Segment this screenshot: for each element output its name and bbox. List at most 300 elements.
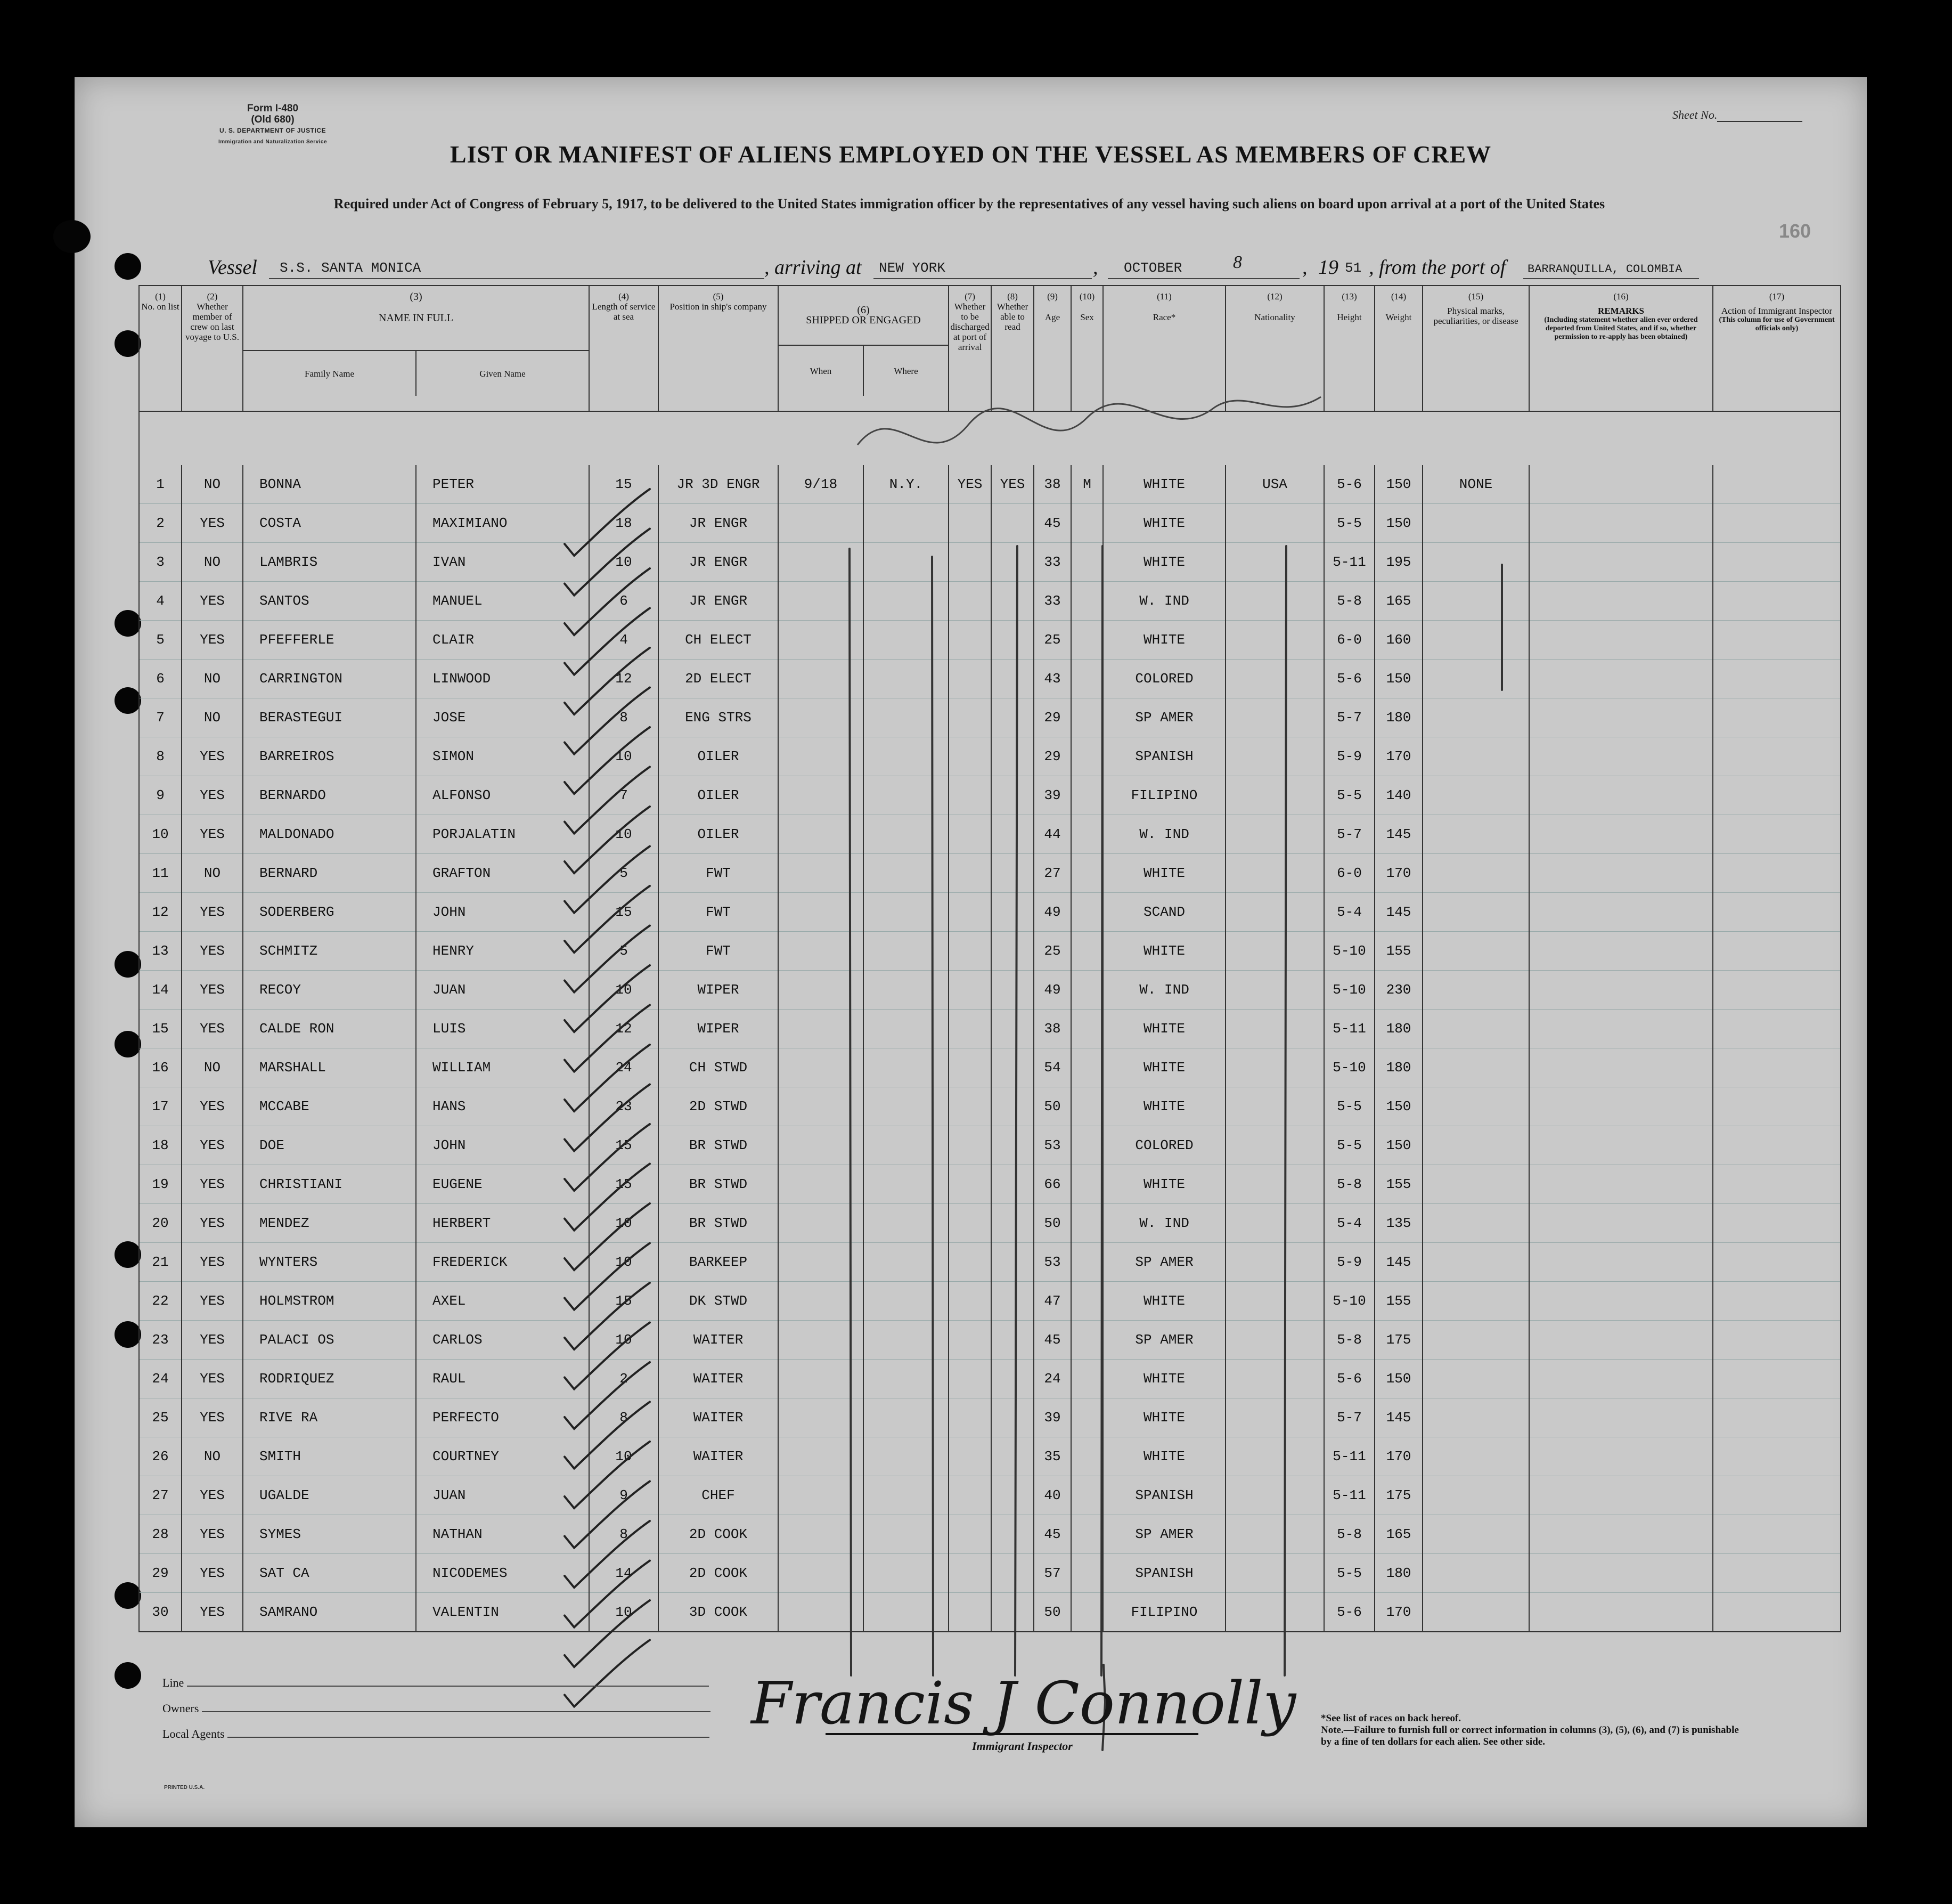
cell-last-voyage: YES [182,1476,243,1515]
cell-age: 53 [1034,1243,1071,1282]
check-mark [565,1283,650,1349]
cell-age: 43 [1034,660,1071,698]
department-name: U. S. DEPARTMENT OF JUSTICE [219,127,326,134]
cell-weight: 230 [1375,971,1423,1010]
cell-last-voyage: YES [182,1087,243,1126]
check-mark [565,1085,650,1151]
cell-position: JR 3D ENGR [658,465,778,504]
cell-race: W. IND [1103,1204,1226,1243]
cell-race: SCAND [1103,893,1226,932]
owners-label: Owners [162,1702,199,1715]
cell-last-voyage: YES [182,621,243,660]
cell-race: WHITE [1103,1048,1226,1087]
cell-last-voyage: NO [182,698,243,737]
cell-height: 5-8 [1324,582,1375,621]
cell-given-name: RAUL [416,1360,589,1398]
cell-service-years: 15 [589,1126,658,1165]
cell-given-name: JOHN [416,893,589,932]
cell-last-voyage: YES [182,582,243,621]
check-mark [565,1124,650,1191]
cell-family-name: PFEFFERLE [243,621,416,660]
check-mark [565,727,650,794]
cell-height: 5-9 [1324,1243,1375,1282]
cell-family-name: CHRISTIANI [243,1165,416,1204]
cell-race: SPANISH [1103,737,1226,776]
cell-row-number: 8 [139,737,182,776]
cell-position: 3D COOK [658,1593,778,1632]
cell-last-voyage: YES [182,893,243,932]
check-mark [565,926,650,992]
vessel-name: S.S. SANTA MONICA [280,260,421,276]
cell-row-number: 15 [139,1010,182,1048]
cell-height: 5-5 [1324,1087,1375,1126]
cell-height: 5-5 [1324,1126,1375,1165]
cell-family-name: BERNARDO [243,776,416,815]
cell-given-name: CLAIR [416,621,589,660]
cell-family-name: HOLMSTROM [243,1282,416,1321]
cell-age: 45 [1034,1321,1071,1360]
form-number: Form I-480 [247,103,299,114]
cell-weight: 150 [1375,1126,1423,1165]
cell-service-years: 18 [589,504,658,543]
cell-able-to-read: YES [991,465,1034,504]
check-mark [565,1521,650,1588]
check-mark [565,1402,650,1469]
cell-family-name: WYNTERS [243,1243,416,1282]
cell-given-name: IVAN [416,543,589,582]
cell-row-number: 10 [139,815,182,854]
cell-position: JR ENGR [658,543,778,582]
cell-last-voyage: YES [182,1321,243,1360]
sheet-label: Sheet No. [1672,108,1718,121]
arrival-day: 8 [1233,253,1242,272]
cell-service-years: 10 [589,1243,658,1282]
cell-family-name: MCCABE [243,1087,416,1126]
cell-weight: 155 [1375,1282,1423,1321]
cell-family-name: CALDE RON [243,1010,416,1048]
cell-service-years: 4 [589,621,658,660]
cell-row-number: 23 [139,1321,182,1360]
cell-race: WHITE [1103,854,1226,893]
cell-service-years: 10 [589,1437,658,1476]
cell-row-number: 17 [139,1087,182,1126]
cell-row-number: 22 [139,1282,182,1321]
cell-age: 50 [1034,1593,1071,1632]
cell-age: 38 [1034,1010,1071,1048]
cell-position: BR STWD [658,1126,778,1165]
cell-race: WHITE [1103,1165,1226,1204]
cell-shipped-where: N.Y. [863,465,949,504]
cell-row-number: 18 [139,1126,182,1165]
cell-age: 24 [1034,1360,1071,1398]
cell-race: WHITE [1103,621,1226,660]
cell-row-number: 5 [139,621,182,660]
cell-discharged: YES [949,465,991,504]
cell-service-years: 10 [589,1321,658,1360]
vessel-label: Vessel [208,256,257,279]
cell-last-voyage: YES [182,1360,243,1398]
page-title: LIST OR MANIFEST OF ALIENS EMPLOYED ON THE VESSEL AS MEMBERS OF CREW [450,141,1492,168]
cell-last-voyage: YES [182,1243,243,1282]
cell-weight: 165 [1375,582,1423,621]
col-header-last-voyage: (2) Whether member of crew on last voyage to U.S. [182,286,243,411]
cell-service-years: 10 [589,1593,658,1632]
col-header-sex: (10) Sex [1071,286,1103,411]
cell-weight: 150 [1375,504,1423,543]
cell-weight: 155 [1375,1165,1423,1204]
cell-family-name: SANTOS [243,582,416,621]
cell-age: 45 [1034,504,1071,543]
cell-height: 5-8 [1324,1321,1375,1360]
col-header-remarks: (16) REMARKS (Including statement whether alien ever ordered deported from United States, and if so, whether permission to re-apply has been obtained) [1529,286,1713,411]
cell-service-years: 9 [589,1476,658,1515]
cell-row-number: 9 [139,776,182,815]
cell-position: FWT [658,854,778,893]
cell-row-number: 26 [139,1437,182,1476]
cell-weight: 150 [1375,660,1423,698]
cell-weight: 180 [1375,1010,1423,1048]
cell-row-number: 13 [139,932,182,971]
cell-race: WHITE [1103,465,1226,504]
cell-weight: 150 [1375,1360,1423,1398]
cell-service-years: 5 [589,854,658,893]
cell-row-number: 28 [139,1515,182,1554]
cell-given-name: HENRY [416,932,589,971]
cell-service-years: 14 [589,1554,658,1593]
cell-row-number: 21 [139,1243,182,1282]
cell-last-voyage: YES [182,1554,243,1593]
cell-last-voyage: YES [182,815,243,854]
cell-weight: 165 [1375,1515,1423,1554]
cell-row-number: 16 [139,1048,182,1087]
cell-family-name: MALDONADO [243,815,416,854]
cell-last-voyage: NO [182,1437,243,1476]
cell-row-number: 20 [139,1204,182,1243]
footnote-penalty: Note.—Failure to furnish full or correct information in columns (3), (5), (6), and (7) is punishable by a fine of ten dollars for each alien. See other side. [1321,1724,1739,1747]
cell-age: 45 [1034,1515,1071,1554]
cell-nationality: USA [1226,465,1324,504]
cell-given-name: HANS [416,1087,589,1126]
cell-height: 6-0 [1324,621,1375,660]
cell-last-voyage: NO [182,543,243,582]
cell-height: 5-6 [1324,465,1375,504]
cell-row-number: 3 [139,543,182,582]
cell-race: WHITE [1103,1282,1226,1321]
cell-height: 5-4 [1324,1204,1375,1243]
cell-last-voyage: NO [182,854,243,893]
cell-race: W. IND [1103,971,1226,1010]
cell-height: 5-11 [1324,1010,1375,1048]
cell-race: WHITE [1103,1360,1226,1398]
cell-family-name: SODERBERG [243,893,416,932]
col-header-given-name: Given Name [479,368,526,379]
cell-given-name: JUAN [416,1476,589,1515]
service-name: Immigration and Naturalization Service [218,139,328,145]
cell-row-number: 30 [139,1593,182,1632]
cell-height: 5-5 [1324,776,1375,815]
cell-service-years: 6 [589,582,658,621]
cell-weight: 135 [1375,1204,1423,1243]
cell-family-name: SCHMITZ [243,932,416,971]
cell-service-years: 8 [589,1398,658,1437]
cell-given-name: LUIS [416,1010,589,1048]
cell-weight: 170 [1375,854,1423,893]
cell-position: 2D ELECT [658,660,778,698]
cell-weight: 175 [1375,1321,1423,1360]
cell-given-name: MANUEL [416,582,589,621]
check-mark [565,1164,650,1231]
page-subtitle: Required under Act of Congress of February 5, 1917, to be delivered to the United States immigration officer by the representatives of any vessel having such aliens on board upon arrival at a port of the United States [333,196,1605,211]
cell-last-voyage: YES [182,1515,243,1554]
cell-given-name: JOHN [416,1126,589,1165]
cell-weight: 170 [1375,1437,1423,1476]
cell-given-name: PERFECTO [416,1398,589,1437]
cell-service-years: 10 [589,543,658,582]
cell-height: 5-10 [1324,1048,1375,1087]
cell-position: OILER [658,737,778,776]
cell-last-voyage: YES [182,1204,243,1243]
manifest-page [75,77,1867,1827]
check-mark [565,568,650,635]
cell-age: 38 [1034,465,1071,504]
cell-position: WIPER [658,971,778,1010]
cell-race: SP AMER [1103,1515,1226,1554]
cell-weight: 195 [1375,543,1423,582]
cell-given-name: SIMON [416,737,589,776]
check-mark [565,688,650,754]
cell-height: 5-7 [1324,815,1375,854]
cell-position: WIPER [658,1010,778,1048]
cell-service-years: 2 [589,1360,658,1398]
check-mark [565,886,650,953]
cell-physical-marks: NONE [1423,465,1529,504]
col-header-nationality: (12) Nationality [1226,286,1324,411]
col-header-age: (9) Age [1034,286,1071,411]
cell-race: WHITE [1103,1010,1226,1048]
cell-position: CHEF [658,1476,778,1515]
cell-last-voyage: YES [182,1126,243,1165]
cell-age: 33 [1034,582,1071,621]
inspector-label: Immigrant Inspector [972,1739,1073,1753]
printed-mark: PRINTED U.S.A. [164,1785,205,1791]
check-mark [565,1045,650,1111]
cell-family-name: DOE [243,1126,416,1165]
col-header-when: When [779,346,864,396]
cell-height: 5-10 [1324,971,1375,1010]
cell-weight: 145 [1375,1398,1423,1437]
cell-height: 5-5 [1324,1554,1375,1593]
check-mark [565,1203,650,1270]
cell-height: 5-9 [1324,737,1375,776]
year-prefix: 19 [1318,256,1338,279]
cell-family-name: MENDEZ [243,1204,416,1243]
cell-age: 40 [1034,1476,1071,1515]
col-header-number: (1) No. on list [139,286,182,411]
col-header-shipped: (6) SHIPPED OR ENGAGED When Where [778,286,949,411]
cell-service-years: 15 [589,1282,658,1321]
check-mark [565,608,650,675]
cell-service-years: 7 [589,776,658,815]
cell-service-years: 24 [589,1048,658,1087]
cell-last-voyage: YES [182,737,243,776]
cell-family-name: SYMES [243,1515,416,1554]
cell-row-number: 24 [139,1360,182,1398]
cell-race: SP AMER [1103,1243,1226,1282]
cell-position: 2D COOK [658,1515,778,1554]
cell-given-name: JUAN [416,971,589,1010]
stamp-number: 160 [1779,220,1811,242]
cell-weight: 150 [1375,1087,1423,1126]
check-mark [565,529,650,596]
cell-position: FWT [658,932,778,971]
cell-age: 49 [1034,893,1071,932]
cell-age: 39 [1034,776,1071,815]
cell-last-voyage: NO [182,465,243,504]
cell-family-name: MARSHALL [243,1048,416,1087]
cell-family-name: RIVE RA [243,1398,416,1437]
cell-race: SP AMER [1103,1321,1226,1360]
col-header-name: (3) NAME IN FULL Family Name Given Name [243,286,589,411]
cell-given-name: PETER [416,465,589,504]
cell-race: W. IND [1103,582,1226,621]
cell-age: 53 [1034,1126,1071,1165]
cell-age: 29 [1034,737,1071,776]
cell-given-name: LINWOOD [416,660,589,698]
cell-service-years: 10 [589,971,658,1010]
cell-family-name: RODRIQUEZ [243,1360,416,1398]
cell-last-voyage: YES [182,1282,243,1321]
cell-height: 5-8 [1324,1165,1375,1204]
cell-position: WAITER [658,1437,778,1476]
arriving-label: , arriving at [764,256,862,279]
cell-age: 66 [1034,1165,1071,1204]
cell-row-number: 25 [139,1398,182,1437]
cell-height: 5-6 [1324,1593,1375,1632]
col-header-read: (8) Whether able to read [991,286,1034,411]
cell-given-name: FREDERICK [416,1243,589,1282]
cell-position: JR ENGR [658,504,778,543]
cell-service-years: 12 [589,660,658,698]
col-header-discharged: (7) Whether to be discharged at port of arrival [949,286,991,411]
from-port: BARRANQUILLA, COLOMBIA [1528,263,1683,276]
cell-race: SPANISH [1103,1476,1226,1515]
cell-last-voyage: YES [182,1398,243,1437]
cell-weight: 145 [1375,1243,1423,1282]
cell-weight: 170 [1375,1593,1423,1632]
cell-given-name: HERBERT [416,1204,589,1243]
cell-race: FILIPINO [1103,1593,1226,1632]
cell-height: 5-4 [1324,893,1375,932]
cell-last-voyage: YES [182,776,243,815]
cell-race: FILIPINO [1103,776,1226,815]
cell-family-name: BERASTEGUI [243,698,416,737]
check-mark [565,807,650,873]
cell-weight: 145 [1375,893,1423,932]
cell-family-name: SAMRANO [243,1593,416,1632]
cell-row-number: 1 [139,465,182,504]
cell-position: CH ELECT [658,621,778,660]
cell-family-name: CARRINGTON [243,660,416,698]
local-agents-label: Local Agents [162,1727,225,1740]
cell-family-name: COSTA [243,504,416,543]
cell-row-number: 19 [139,1165,182,1204]
col-header-where: Where [894,365,918,376]
cell-age: 25 [1034,932,1071,971]
cell-position: BR STWD [658,1204,778,1243]
cell-race: W. IND [1103,815,1226,854]
cell-family-name: SMITH [243,1437,416,1476]
cell-weight: 155 [1375,932,1423,971]
cell-position: ENG STRS [658,698,778,737]
cell-given-name: AXEL [416,1282,589,1321]
cell-family-name: PALACI OS [243,1321,416,1360]
cell-race: COLORED [1103,660,1226,698]
cell-race: WHITE [1103,1087,1226,1126]
cell-given-name: NATHAN [416,1515,589,1554]
cell-height: 5-10 [1324,932,1375,971]
check-mark [565,1005,650,1072]
check-mark [565,1442,650,1508]
cell-last-voyage: NO [182,660,243,698]
footer-fields [162,1670,710,1747]
cell-height: 6-0 [1324,854,1375,893]
check-marks [565,489,650,1707]
check-mark [565,1600,650,1667]
cell-weight: 160 [1375,621,1423,660]
cell-service-years: 10 [589,815,658,854]
check-mark [565,965,650,1032]
cell-last-voyage: YES [182,971,243,1010]
cell-height: 5-5 [1324,504,1375,543]
col-header-position: (5) Position in ship's company [658,286,778,411]
check-mark [565,847,650,913]
cell-shipped-when: 9/18 [778,465,863,504]
cell-service-years: 5 [589,932,658,971]
check-mark [565,767,650,834]
cell-given-name: COURTNEY [416,1437,589,1476]
ditto-marks-overlay [75,77,1867,1827]
cell-position: BARKEEP [658,1243,778,1282]
cell-race: SP AMER [1103,698,1226,737]
cell-given-name: ALFONSO [416,776,589,815]
cell-race: WHITE [1103,1398,1226,1437]
form-old-number: (Old 680) [251,114,295,125]
cell-position: BR STWD [658,1165,778,1204]
cell-service-years: 23 [589,1087,658,1126]
cell-given-name: GRAFTON [416,854,589,893]
cell-given-name: PORJALATIN [416,815,589,854]
cell-position: OILER [658,815,778,854]
footnote-races: *See list of races on back hereof. [1321,1713,1461,1724]
cell-height: 5-11 [1324,1476,1375,1515]
cell-age: 54 [1034,1048,1071,1087]
cell-service-years: 10 [589,1204,658,1243]
check-mark [565,1482,650,1548]
cell-given-name: MAXIMIANO [416,504,589,543]
cell-weight: 140 [1375,776,1423,815]
cell-position: JR ENGR [658,582,778,621]
cell-weight: 180 [1375,1048,1423,1087]
vessel-line: Vessel S.S. SANTA MONICA , arriving at NEW YORK , OCTOBER 8 , 19 51 , from the port of BARRANQUILLA, COLOMBIA [208,250,1699,282]
year-suffix: 51 [1345,260,1362,276]
cell-row-number: 14 [139,971,182,1010]
cell-race: WHITE [1103,1437,1226,1476]
from-label: , from the port of [1369,256,1506,279]
cell-row-number: 4 [139,582,182,621]
cell-service-years: 8 [589,698,658,737]
cell-race: COLORED [1103,1126,1226,1165]
cell-position: DK STWD [658,1282,778,1321]
